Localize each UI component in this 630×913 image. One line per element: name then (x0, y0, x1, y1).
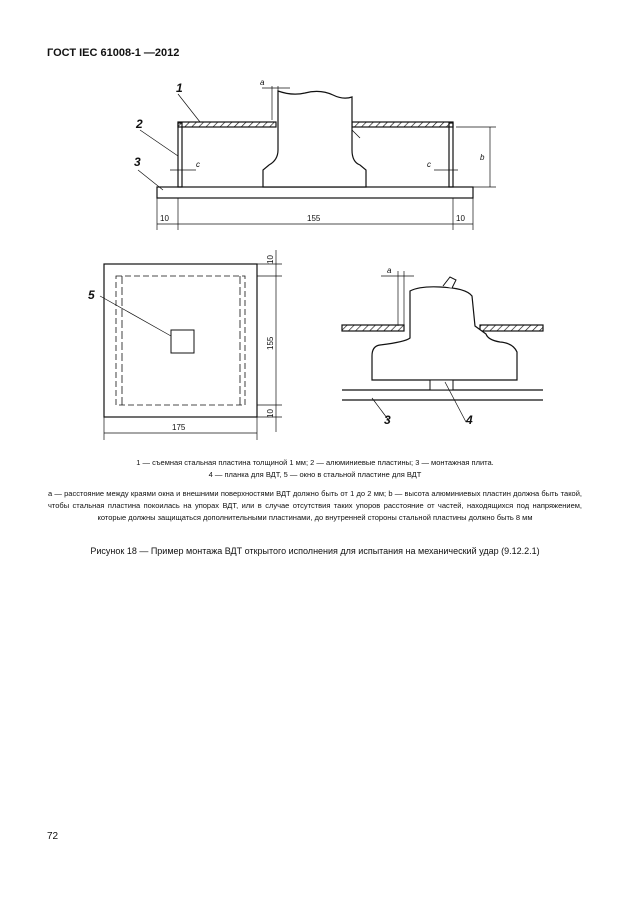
steel-plate-left (178, 122, 276, 127)
dim-a-side: a (387, 266, 392, 275)
callout-3-side: 3 (384, 413, 391, 427)
dim-10-bottom: 10 (266, 409, 275, 418)
elevation-view (138, 86, 496, 230)
page-number: 72 (47, 831, 59, 842)
steel-plate-right (352, 122, 453, 127)
side-rail (430, 380, 453, 390)
side-steel-right (480, 325, 543, 331)
mounting-plate (157, 187, 473, 198)
callout-3: 3 (134, 155, 141, 169)
side-rcd-body (372, 287, 517, 380)
dim-b: b (480, 153, 485, 162)
dim-155: 155 (307, 214, 321, 223)
legend-line-1: 1 — съемная стальная пластина толщиной 1 мм; 2 — алюминиевые пластины; 3 — монтажная плита. (136, 458, 494, 467)
callout-4: 4 (466, 413, 473, 427)
aluminium-plate-right (449, 123, 453, 187)
dim-c-right: c (427, 160, 431, 169)
callout-5: 5 (88, 288, 95, 302)
figure-caption: Рисунок 18 — Пример монтажа ВДТ открытого исполнения для испытания на механический удар (9.12.2.1) (90, 546, 540, 556)
dim-c-left: c (196, 160, 200, 169)
callout-2: 2 (136, 117, 143, 131)
dim-10-left: 10 (160, 214, 169, 223)
dim-a-top: a (260, 78, 265, 87)
document-header: ГОСТ IEC 61008-1 —2012 (47, 47, 180, 59)
dim-155-side: 155 (266, 336, 275, 350)
side-steel-left (342, 325, 404, 331)
callout-1: 1 (176, 81, 183, 95)
side-view (342, 271, 543, 422)
plan-view (100, 250, 282, 440)
legend-line-2: 4 — планка для ВДТ, 5 — окно в стальной пластине для ВДТ (208, 470, 422, 479)
dim-10-right: 10 (456, 214, 465, 223)
aluminium-plate-left (178, 123, 182, 187)
figure-note: a — расстояние между краями окна и внешними поверхностями ВДТ должно быть от 1 до 2 мм; b — высота алюминиевых пластин должна быть такой, чтобы стальная пластина покоилась на упорах ВДТ, или в случае отсутствия таких упоров расстояние от частей, находящихся под напряжением, которые должны защищаться дополнительными пластинами, до внутренней стороны стальной пластины должно быть 8 мм (48, 489, 582, 522)
dim-175: 175 (172, 423, 186, 432)
rcd-body (263, 91, 366, 187)
dim-10-top: 10 (266, 255, 275, 264)
window-5 (171, 330, 194, 353)
